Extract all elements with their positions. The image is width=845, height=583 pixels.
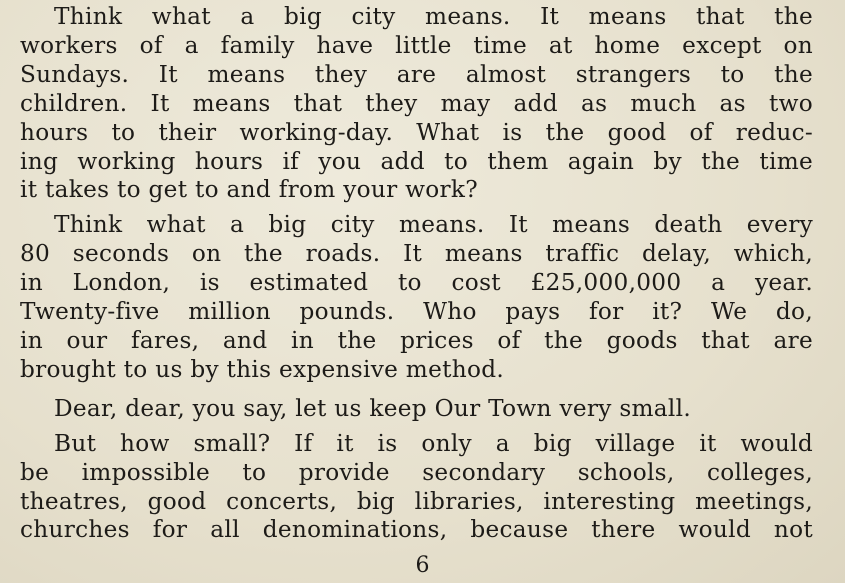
text-line: be impossible to provide secondary schools, colleges, xyxy=(20,458,813,486)
paragraph-big-city-traffic xyxy=(20,211,813,384)
text-line: in our fares, and in the prices of the goods that are xyxy=(20,326,813,354)
paragraph-how-small xyxy=(20,430,813,546)
text-line: 80 seconds on the roads. It means traffic delay, which, xyxy=(20,240,813,268)
page-number: 6 xyxy=(415,553,430,578)
paragraph-big-city-workers xyxy=(20,3,813,205)
text-line: ing working hours if you add to them again by the time xyxy=(20,147,813,175)
text-line: theatres, good concerts, big libraries, interesting meetings, xyxy=(20,487,813,515)
text-line: brought to us by this expensive method. xyxy=(20,355,505,383)
paragraph-dear-dear xyxy=(20,395,813,424)
text-line: hours to their working-day. What is the good of reduc- xyxy=(20,118,813,146)
text-line: Think what a big city means. It means that the xyxy=(54,3,813,30)
text-line: it takes to get to and from your work? xyxy=(20,176,479,204)
text-line: But how small? If it is only a big village it would xyxy=(54,429,813,457)
text-line: Sundays. It means they are almost strangers to the xyxy=(20,60,813,88)
text-line: churches for all denominations, because there would not xyxy=(20,516,813,544)
text-line: Dear, dear, you say, let us keep Our Town very small. xyxy=(54,394,692,422)
text-line: children. It means that they may add as much as two xyxy=(20,89,813,117)
text-line: workers of a family have little time at home except on xyxy=(20,31,813,59)
body-text xyxy=(20,3,813,545)
text-line: in London, is estimated to cost £25,000,000 a year. xyxy=(20,269,813,297)
text-line: Think what a big city means. It means death every xyxy=(54,211,813,239)
text-line: Twenty-five million pounds. Who pays for it? We do, xyxy=(20,298,813,326)
